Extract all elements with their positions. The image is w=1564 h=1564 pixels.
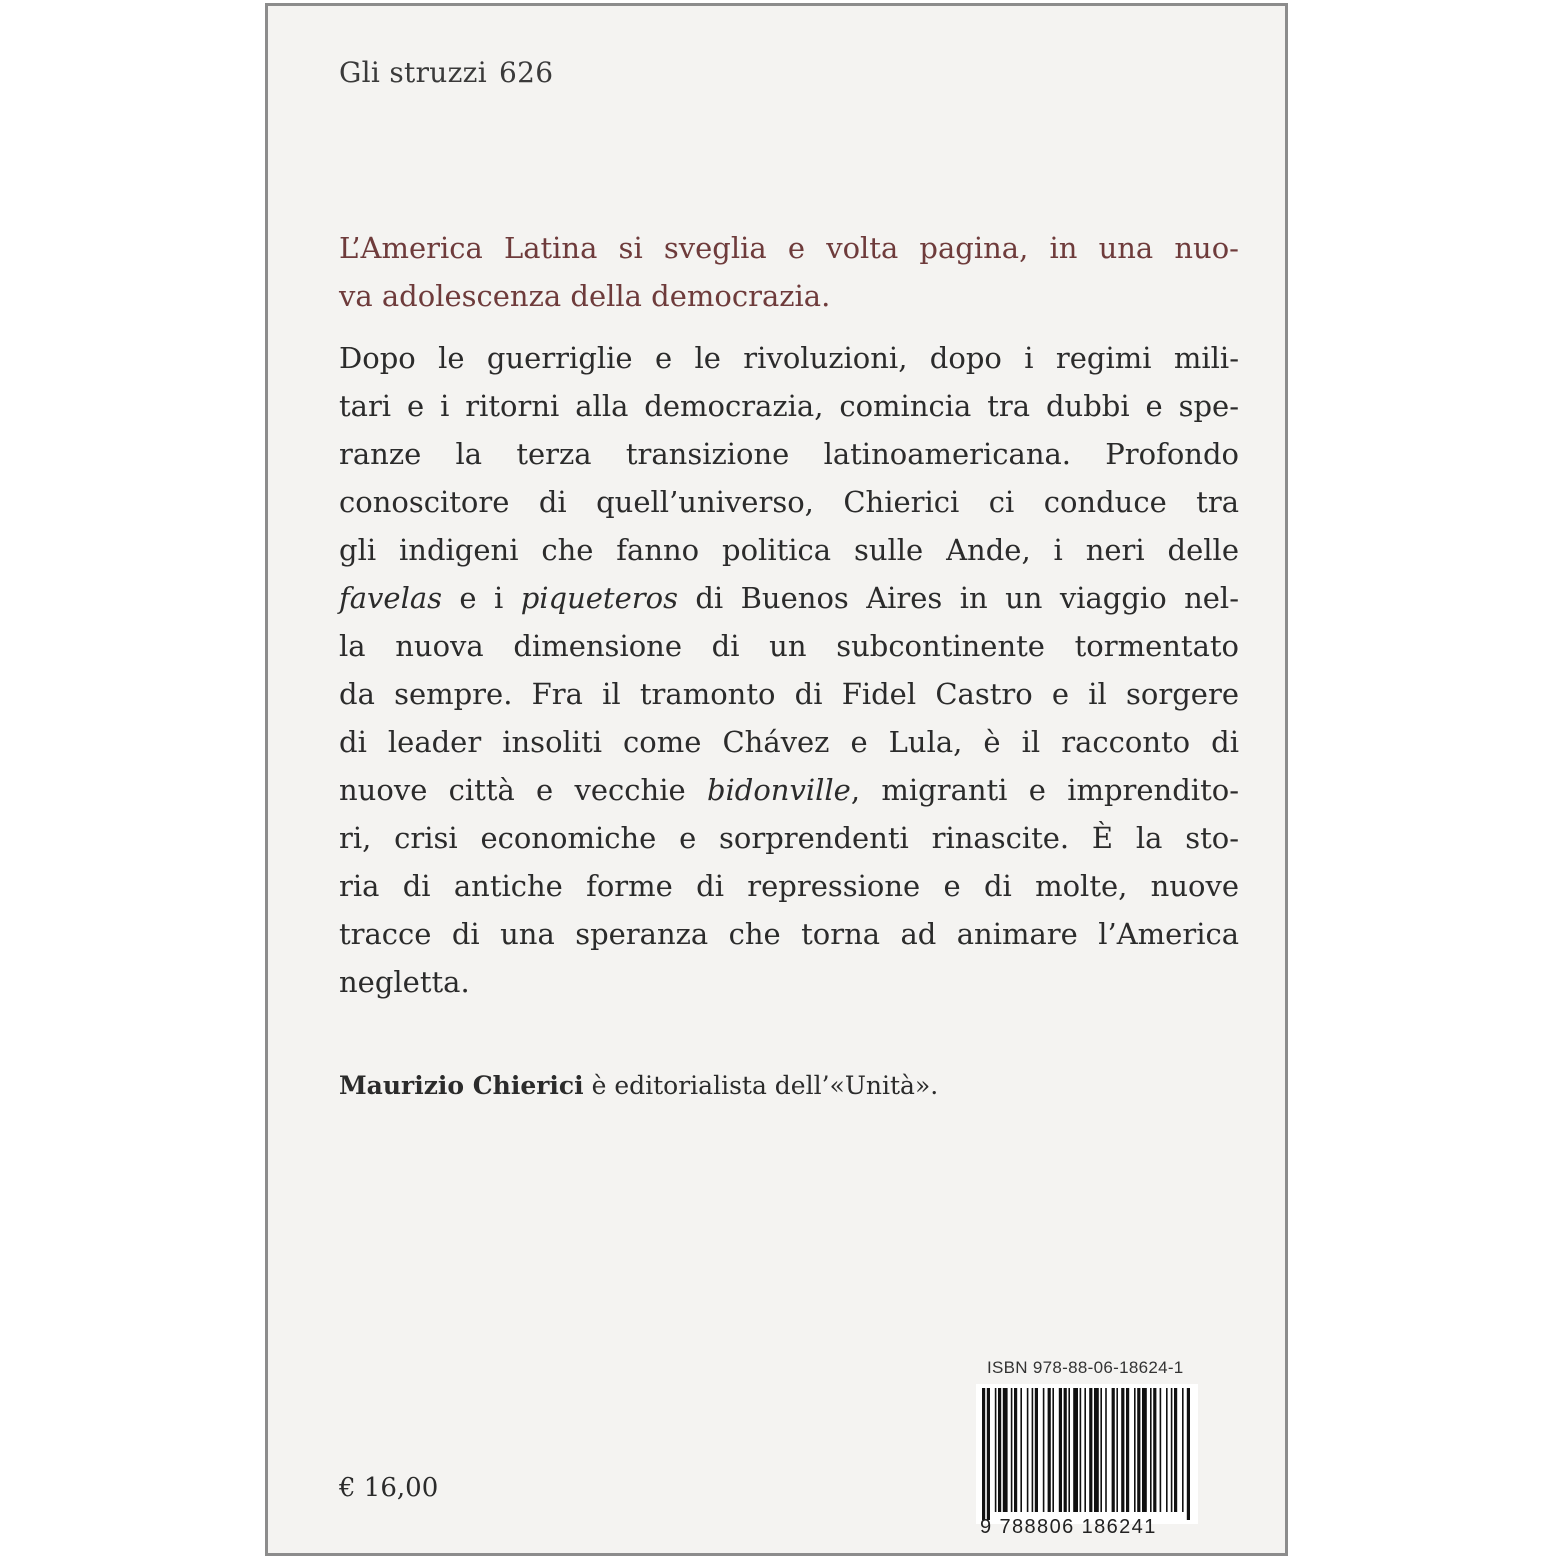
barcode-bar (1160, 1388, 1162, 1512)
barcode-bar (1166, 1388, 1168, 1512)
barcode-bar (1174, 1388, 1177, 1512)
blurb-line: tracce di una speranza che torna ad animare l’America (339, 917, 1239, 951)
barcode-bar (1059, 1388, 1062, 1512)
barcode-bar (1011, 1388, 1013, 1512)
barcode-bar (1105, 1388, 1107, 1512)
blurb-line (339, 574, 1239, 622)
blurb-text: e i (442, 581, 521, 615)
barcode-bar (1073, 1388, 1078, 1512)
barcode-bar (1089, 1388, 1092, 1512)
book-back-cover (265, 3, 1288, 1556)
barcode-bar (1027, 1388, 1029, 1512)
barcode-bar (1048, 1388, 1051, 1512)
barcode-bar (1187, 1388, 1190, 1520)
tagline (339, 224, 1239, 320)
barcode-digits: 9 788806 186241 (980, 1516, 1157, 1538)
series-name: Gli struzzi (339, 56, 487, 89)
price: € 16,00 (339, 1473, 439, 1503)
series-number: 626 (498, 56, 554, 89)
barcode-bars-graphic (976, 1384, 1198, 1524)
italic-term-favelas: favelas (339, 581, 443, 615)
blurb-line: conoscitore di quell’universo, Chierici ci conduce tra (339, 485, 1239, 519)
barcode-bar (998, 1388, 1001, 1512)
blurb-text: , migranti e imprendito- (850, 773, 1239, 807)
blurb-text: di Buenos Aires in un viaggio nel- (677, 581, 1239, 615)
blurb-line: ria di antiche forme di repressione e di molte, nuove (339, 869, 1239, 903)
barcode-bar (1094, 1388, 1099, 1512)
author-name: Maurizio Chierici (339, 1071, 584, 1100)
blurb-line: gli indigeni che fanno politica sulle Ande, i neri delle (339, 533, 1239, 567)
barcode-bar (1182, 1388, 1184, 1512)
blurb-line: negletta. (339, 965, 470, 999)
blurb-text: nuove città e vecchie (339, 773, 707, 807)
barcode-bar (1032, 1388, 1034, 1512)
blurb-line: da sempre. Fra il tramonto di Fidel Castro e il sorgere (339, 677, 1239, 711)
barcode-bar (1142, 1388, 1147, 1512)
barcode-bar (1137, 1388, 1140, 1512)
barcode-bar (1020, 1388, 1022, 1512)
barcode-bar (1084, 1388, 1086, 1512)
barcode-bar (995, 1388, 997, 1512)
blurb-line (339, 766, 1239, 814)
italic-term-bidonville: bidonville (706, 773, 851, 807)
tagline-line: va adolescenza della democrazia. (339, 279, 831, 313)
barcode-bar (1080, 1388, 1082, 1512)
italic-term-piqueteros: piqueteros (520, 581, 678, 615)
barcode-bar (1035, 1388, 1038, 1512)
blurb-line: ri, crisi economiche e sorprendenti rinascite. È la sto- (339, 821, 1239, 855)
blurb-line: Dopo le guerriglie e le rivoluzioni, dopo i regimi mili- (339, 341, 1239, 375)
blurb-line: la nuova dimensione di un subcontinente tormentato (339, 629, 1239, 663)
barcode-bar (987, 1388, 990, 1520)
author-description: è editorialista dell’«Unità». (583, 1071, 939, 1100)
barcode-bar (1100, 1388, 1102, 1512)
isbn-label: ISBN 978-88-06-18624-1 (987, 1358, 1184, 1377)
barcode (976, 1384, 1198, 1524)
barcode-bar (1112, 1388, 1115, 1512)
blurb-paragraph (339, 334, 1239, 1006)
barcode-bar (1064, 1388, 1067, 1512)
barcode-bar (1121, 1388, 1124, 1512)
series-label (339, 56, 553, 89)
barcode-bar (1043, 1388, 1045, 1512)
author-note (339, 1071, 938, 1100)
blurb-line: di leader insoliti come Chávez e Lula, è il racconto di (339, 725, 1239, 759)
tagline-line: L’America Latina si sveglia e volta pagina, in una nuo- (339, 231, 1239, 265)
barcode-bar (1052, 1388, 1054, 1512)
barcode-bar (1171, 1388, 1173, 1512)
barcode-bar (1150, 1388, 1152, 1512)
barcode-bar (1014, 1388, 1017, 1512)
barcode-bar (1126, 1388, 1129, 1512)
barcode-bar (1153, 1388, 1156, 1512)
blurb-line: tari e i ritorni alla democrazia, comincia tra dubbi e spe- (339, 389, 1239, 423)
barcode-bar (982, 1388, 985, 1520)
blurb-line: ranze la terza transizione latinoamericana. Profondo (339, 437, 1239, 471)
barcode-bar (1068, 1388, 1070, 1512)
barcode-bar (1116, 1388, 1118, 1512)
barcode-bar (1134, 1388, 1136, 1512)
barcode-bar (1003, 1388, 1008, 1512)
